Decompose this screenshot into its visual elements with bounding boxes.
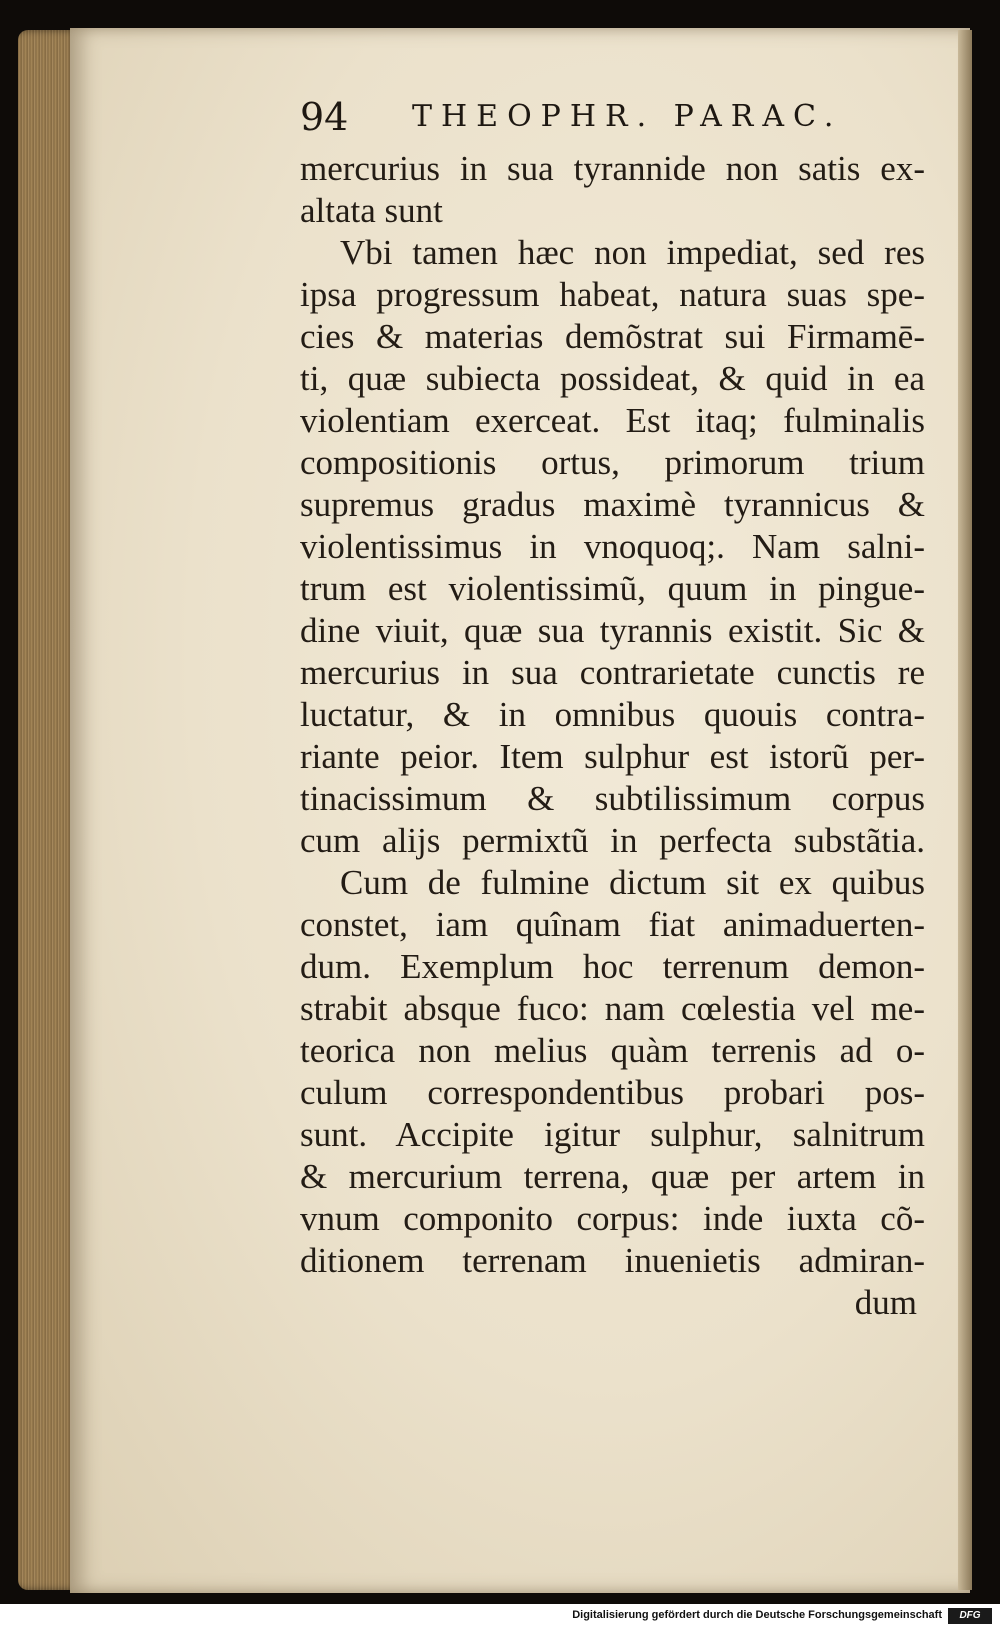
text-line: compositionis ortus, primorum trium (300, 443, 925, 482)
text-line: mercurius in sua contrarietate cunctis re (300, 653, 925, 692)
page-number: 94 (300, 95, 349, 139)
text-line: riante peior. Item sulphur est istorũ per- (300, 737, 925, 776)
text-line: luctatur, & in omnibus quouis contra- (300, 695, 925, 734)
body-text (300, 148, 925, 1324)
footer-bar (0, 1604, 1000, 1628)
text-line: altata sunt (300, 191, 443, 230)
text-line: dine viuit, quæ sua tyrannis existit. Sic & (300, 611, 925, 650)
text-line: constet, iam quînam fiat animaduerten- (300, 905, 925, 944)
text-line: strabit absque fuco: nam cœlestia vel me- (300, 989, 925, 1028)
text-line: sunt. Accipite igitur sulphur, salnitrum (300, 1115, 925, 1154)
text-line: cies & materias demõstrat sui Firmamē- (300, 317, 925, 356)
text-line: & mercurium terrena, quæ per artem in (300, 1157, 925, 1196)
text-line: ipsa progressum habeat, natura suas spe- (300, 275, 925, 314)
running-head (300, 95, 870, 145)
text-line: trum est violentissimũ, quum in pingue- (300, 569, 925, 608)
text-line: dum. Exemplum hoc terrenum demon- (300, 947, 925, 986)
text-line: mercurius in sua tyrannide non satis ex- (300, 149, 925, 188)
text-line: violentiam exerceat. Est itaq; fulminalis (300, 401, 925, 440)
text-line: violentissimus in vnoquoq;. Nam salni- (300, 527, 925, 566)
text-line: supremus gradus maximè tyrannicus & (300, 485, 925, 524)
running-title: THEOPHR. PARAC. (412, 99, 843, 134)
dfg-logo: DFG (948, 1608, 992, 1624)
text-line: cum alijs permixtũ in perfecta substãtia. (300, 821, 925, 860)
text-line: Cum de fulmine dictum sit ex quibus (340, 863, 925, 902)
text-line: tinacissimum & subtilissimum corpus (300, 779, 925, 818)
text-line: ti, quæ subiecta possideat, & quid in ea (300, 359, 925, 398)
text-line: vnum componito corpus: inde iuxta cõ- (300, 1199, 925, 1238)
text-line: teorica non melius quàm terrenis ad o- (300, 1031, 925, 1070)
page-right-edge (958, 30, 972, 1590)
funding-notice: Digitalisierung gefördert durch die Deutsche Forschungsgemeinschaft (572, 1609, 942, 1621)
catchword: dum (854, 1283, 917, 1322)
book-page-edges (18, 30, 78, 1590)
text-line: ditionem terrenam inuenietis admiran- (300, 1241, 925, 1280)
text-line: Vbi tamen hæc non impediat, sed res (340, 233, 925, 272)
text-line: culum correspondentibus probari pos- (300, 1073, 925, 1112)
